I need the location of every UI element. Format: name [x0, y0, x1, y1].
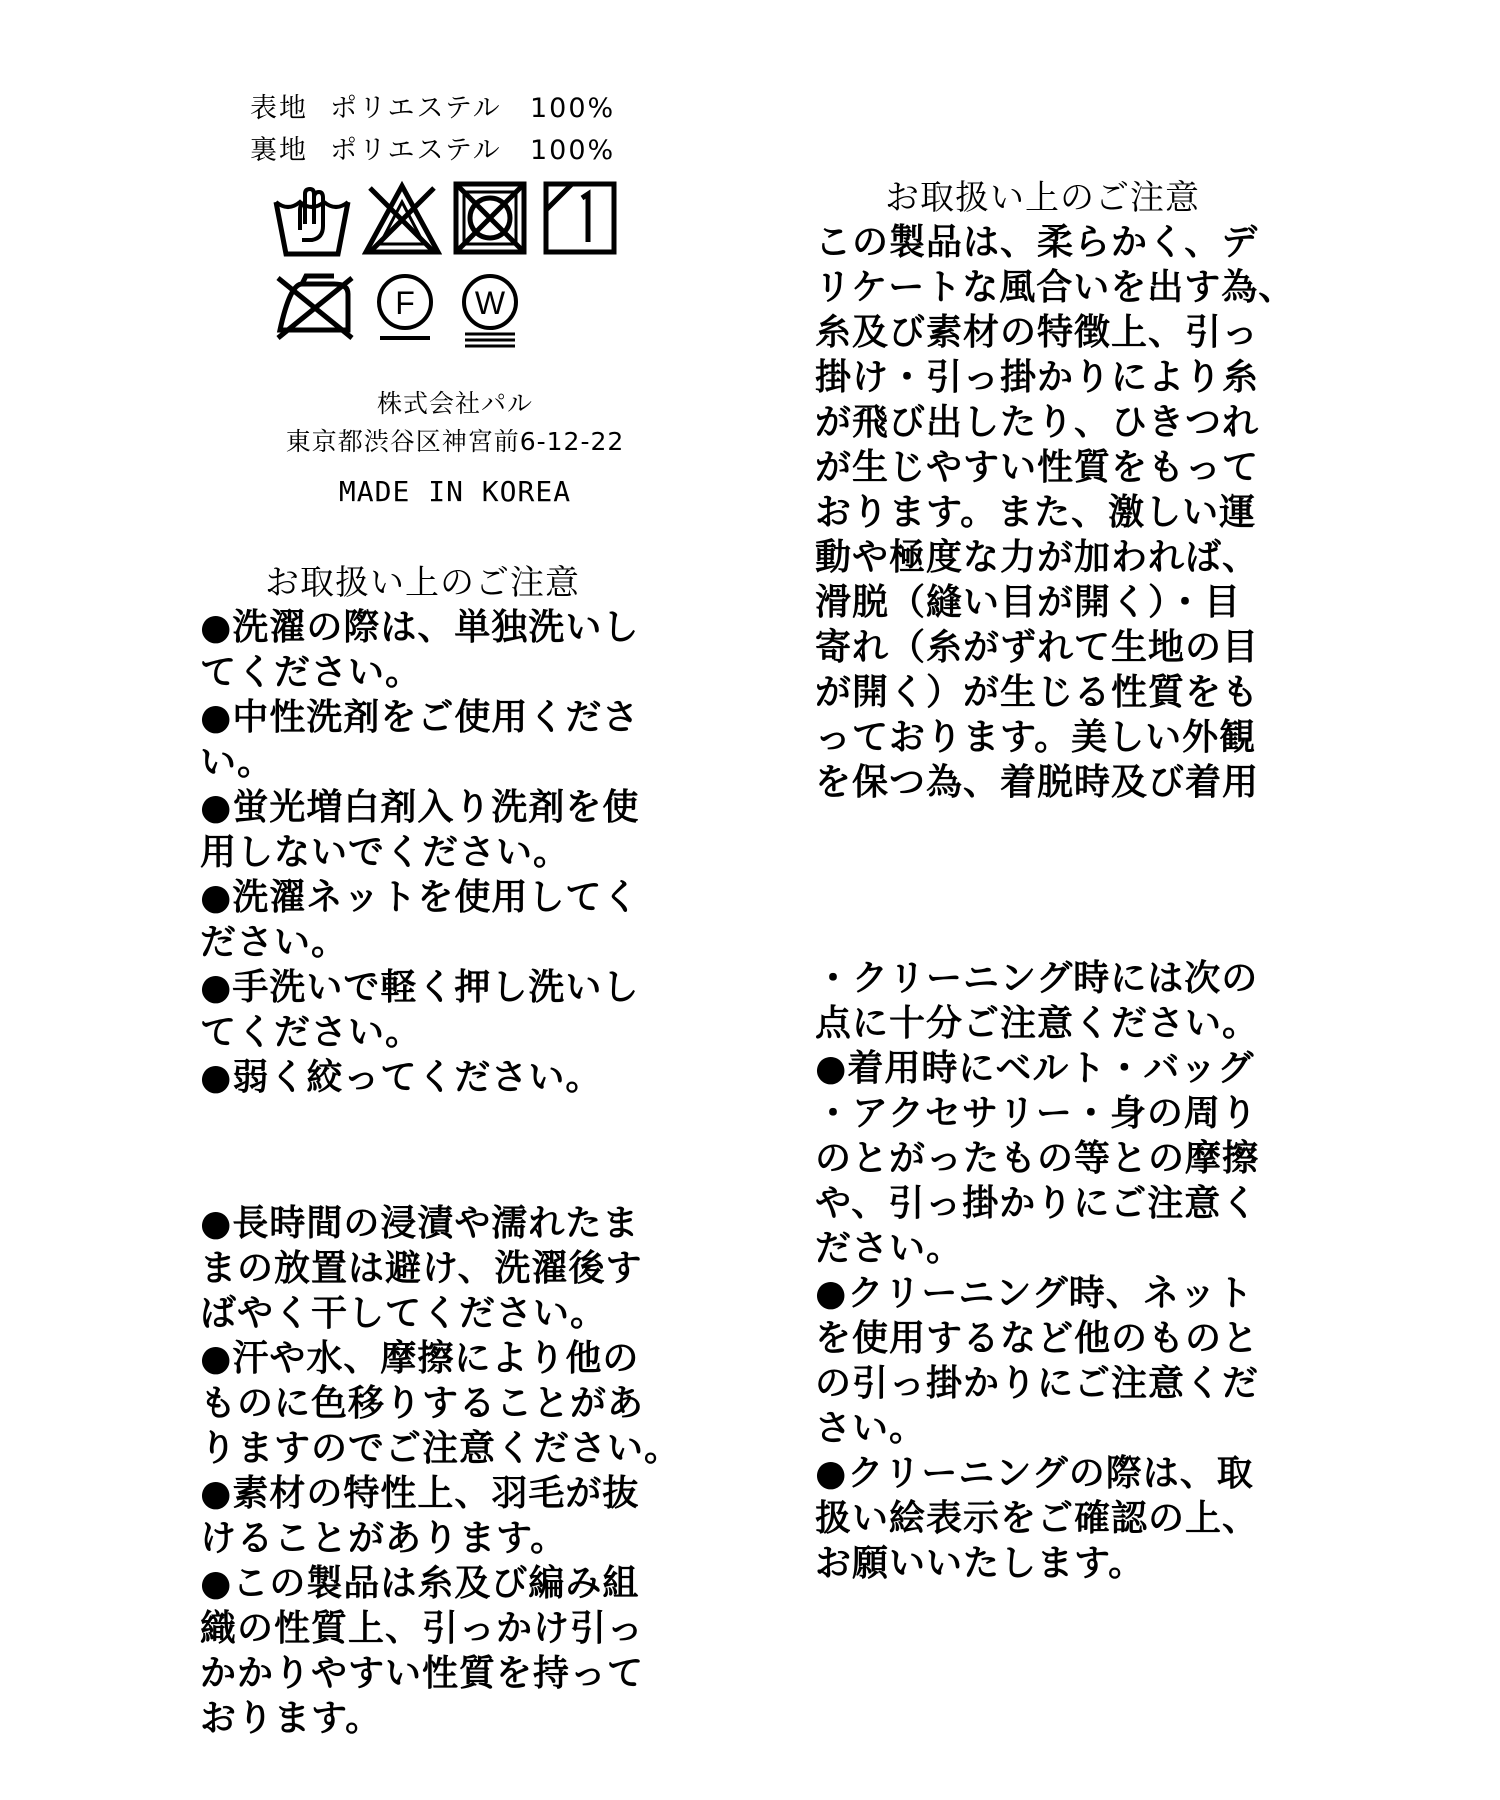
caution-line: い。 — [200, 742, 275, 783]
professional-w-letter: W — [474, 285, 506, 321]
composition-row-lining — [250, 130, 615, 172]
composition-material: ポリエステル — [330, 93, 502, 124]
caution-line: ●弱く絞ってください。 — [200, 1057, 603, 1098]
caution-line: ●洗濯の際は、単独洗いし — [200, 607, 640, 648]
country-of-origin: MADE IN KOREA — [338, 475, 572, 508]
caution-line: 扱い絵表示をご確認の上、 — [815, 1498, 1260, 1539]
caution-line: 点に十分ご注意ください。 — [815, 1003, 1260, 1044]
caution-line: かかりやすい性質を持って — [200, 1653, 645, 1694]
caution-line: 寄れ（糸がずれて生地の目 — [815, 627, 1260, 668]
company-address: 東京都渋谷区神宮前6-12-22 — [285, 427, 625, 456]
composition-block — [250, 88, 615, 172]
caution-line: ●蛍光増白剤入り洗剤を使 — [200, 787, 640, 828]
caution-line: ださい。 — [815, 1228, 964, 1269]
composition-part: 表地 — [250, 93, 308, 124]
caution-line: ●クリーニング時、ネット — [815, 1273, 1254, 1314]
caution-line: さい。 — [815, 1408, 927, 1449]
caution-line: のとがったもの等との摩擦 — [815, 1138, 1260, 1179]
caution-line: 用しないでください。 — [200, 832, 571, 873]
caution-line: が生じやすい性質をもって — [815, 447, 1260, 488]
caution-line: りますのでご注意ください。 — [200, 1428, 682, 1469]
caution-line: ●着用時にベルト・バッグ — [815, 1048, 1255, 1089]
caution-line: ●素材の特性上、羽毛が抜 — [200, 1473, 640, 1514]
caution-line: まの放置は避け、洗濯後す — [200, 1248, 643, 1289]
caution-line: ●この製品は糸及び編み組 — [200, 1563, 640, 1604]
right-caution-heading: お取扱い上のご注意 — [885, 178, 1200, 218]
caution-line: を使用するなど他のものと — [815, 1318, 1260, 1359]
left-caution-heading: お取扱い上のご注意 — [265, 563, 580, 603]
professional-f-icon — [370, 272, 440, 344]
line-dry-shade-icon — [542, 180, 618, 256]
caution-line: ●中性洗剤をご使用くださ — [200, 697, 640, 738]
caution-line: けることがあります。 — [200, 1518, 568, 1559]
caution-line: 織の性質上、引っかけ引っ — [200, 1608, 645, 1649]
caution-line: おります。 — [200, 1698, 383, 1739]
caution-line: っております。美しい外観 — [815, 717, 1257, 758]
caution-line: 糸及び素材の特徴上、引っ — [815, 312, 1260, 353]
caution-line: この製品は、柔らかく、デ — [815, 222, 1259, 263]
no-tumble-dry-icon — [452, 180, 528, 256]
composition-part: 裏地 — [250, 135, 308, 166]
caution-line: ・クリーニング時には次の — [815, 958, 1259, 999]
caution-line: 滑脱（縫い目が開く）・目 — [815, 582, 1242, 623]
caution-line: を保つ為、着脱時及び着用 — [815, 762, 1260, 803]
caution-line: 掛け・引っ掛かりにより糸 — [815, 357, 1260, 398]
caution-line: ものに色移りすることがあ — [200, 1383, 645, 1424]
professional-f-letter: F — [395, 285, 415, 321]
caution-line: 動や極度な力が加われば、 — [815, 537, 1260, 578]
composition-percent: 100% — [530, 93, 616, 124]
composition-percent: 100% — [530, 135, 616, 166]
caution-line: ●汗や水、摩擦により他の — [200, 1338, 640, 1379]
caution-line: の引っ掛かりにご注意くだ — [815, 1363, 1260, 1404]
caution-line: てください。 — [200, 652, 423, 693]
hand-wash-icon — [272, 180, 352, 260]
composition-row-outer — [250, 88, 615, 130]
company-name: 株式会社パル — [376, 389, 533, 418]
company-block — [255, 385, 655, 461]
professional-w-icon — [455, 272, 525, 350]
caution-line: お願いいたします。 — [815, 1543, 1146, 1584]
caution-line: おります。また、激しい運 — [815, 492, 1257, 533]
caution-line: リケートな風合いを出す為、 — [815, 267, 1296, 308]
caution-line: が飛び出したり、ひきつれ — [815, 402, 1260, 443]
caution-line: ●クリーニングの際は、取 — [815, 1453, 1254, 1494]
composition-material: ポリエステル — [330, 135, 502, 166]
caution-line: や、引っ掛かりにご注意く — [815, 1183, 1259, 1224]
caution-line: ●長時間の浸漬や濡れたま — [200, 1203, 640, 1244]
caution-line: ・アクセサリー・身の周り — [815, 1093, 1258, 1134]
no-ironing-icon — [272, 270, 356, 342]
caution-line: ださい。 — [200, 922, 349, 963]
caution-line: ●手洗いで軽く押し洗いし — [200, 967, 640, 1008]
no-bleach-icon — [362, 180, 442, 258]
caution-line: ●洗濯ネットを使用してく — [200, 877, 640, 918]
caution-line: てください。 — [200, 1012, 423, 1053]
caution-line: が開く）が生じる性質をも — [815, 672, 1260, 713]
caution-line: ばやく干してください。 — [200, 1293, 608, 1334]
